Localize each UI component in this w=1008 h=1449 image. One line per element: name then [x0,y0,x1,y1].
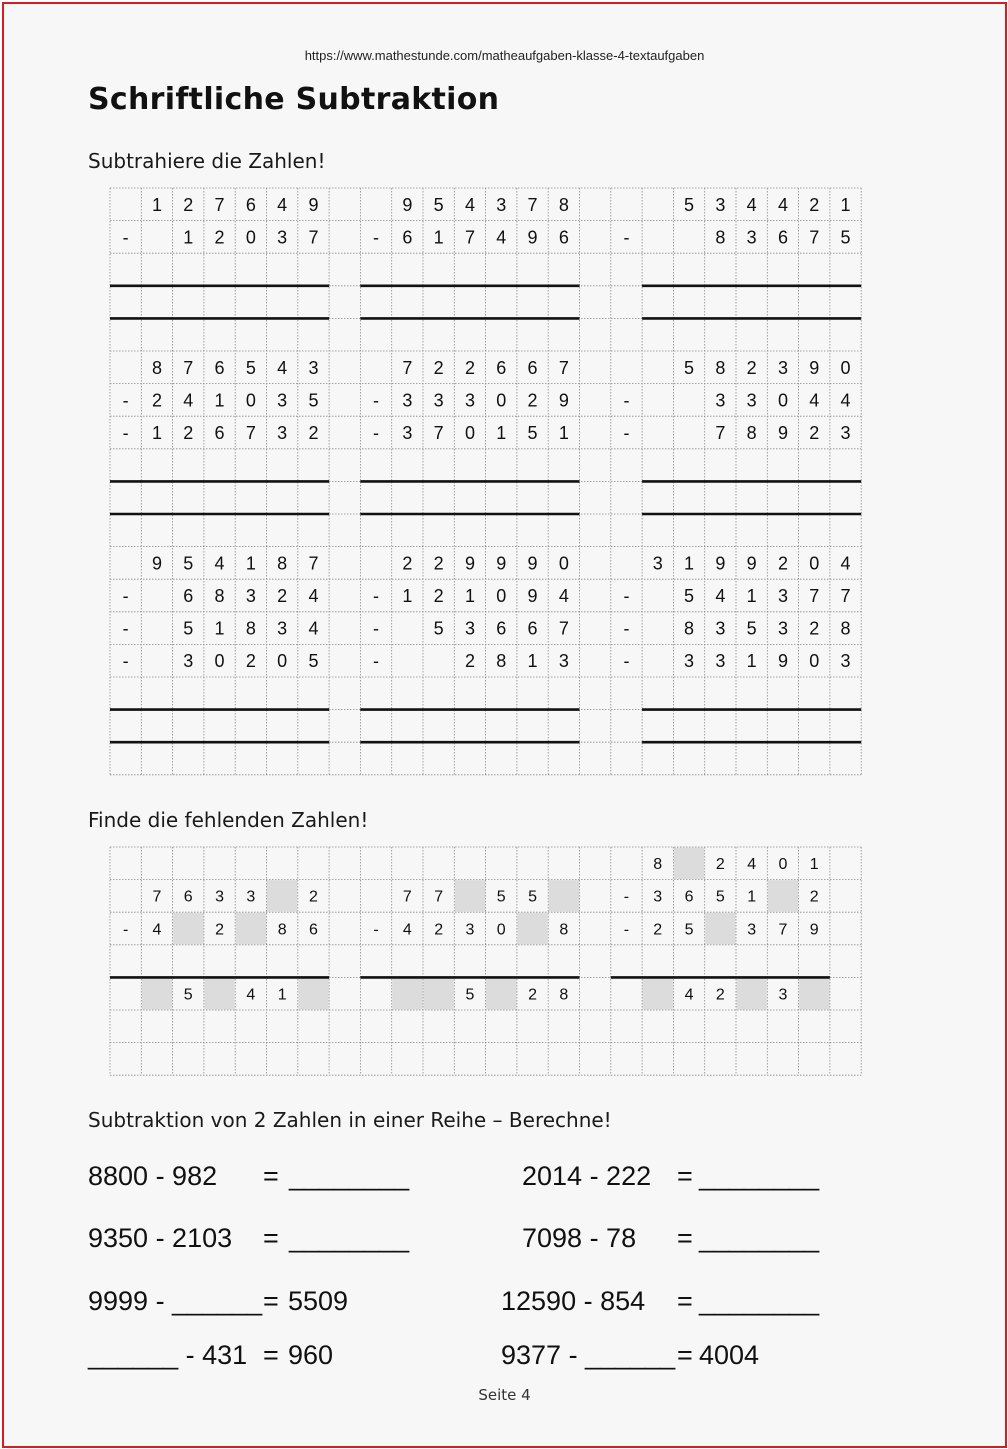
grid-digit: 0 [809,553,820,574]
grid-digit: 5 [684,357,695,378]
equation-8[interactable]: 9377 - ______ [501,1340,676,1370]
equation-8-equals: = [677,1340,693,1370]
grid-digit: 3 [840,651,851,672]
grid-digit: 1 [809,856,819,874]
grid-digit: - [373,422,380,443]
grid-digit: 1 [747,888,757,906]
grid-digit: 2 [777,553,788,574]
grid-digit: 7 [433,422,444,443]
grid-digit: 1 [746,585,757,606]
missing-digit-box [173,913,203,945]
grid-digit: - [122,651,129,672]
equation-7-equals: = [263,1340,279,1370]
grid-digit: 2 [433,585,444,606]
grid-digit: 0 [778,856,788,874]
grid-digit: 2 [183,422,194,443]
grid-digit: 3 [747,921,757,939]
grid-digit: 7 [152,888,162,906]
grid-digit: 1 [151,422,162,443]
grid-digit: 2 [715,856,725,874]
equation-4-equals: = [677,1223,693,1253]
grid-digit: 9 [527,227,538,248]
grid-digit: 8 [653,856,663,874]
grid-digit: - [623,422,630,443]
grid-digit: 3 [715,618,726,639]
grid-digit: 5 [840,227,851,248]
grid-digit: 5 [308,390,319,411]
grid-digit: 9 [496,553,507,574]
grid-digit: 5 [183,553,194,574]
grid-digit: 2 [653,921,663,939]
grid-digit: 0 [809,651,820,672]
grid-digit: 9 [777,651,788,672]
section-heading-subtract: Subtrahiere die Zahlen! [88,149,326,173]
grid-digit: 4 [809,390,820,411]
grid-digit: 6 [402,227,413,248]
grid-digit: 2 [809,618,820,639]
grid-digit: 8 [715,357,726,378]
grid-digit: 7 [715,422,726,443]
page-title: Schriftliche Subtraktion [88,82,500,117]
grid-digit: 3 [402,422,413,443]
grid-digit: 3 [653,888,663,906]
grid-digit: 5 [746,618,757,639]
grid-digit: 9 [527,585,538,606]
grid-digit: 5 [433,618,444,639]
grid-digit: 4 [558,585,569,606]
grid-digit: - [623,585,630,606]
grid-digit: 2 [527,390,538,411]
missing-digit-box [549,880,579,912]
equation-6: 12590 - 854 [501,1286,646,1316]
grid-digit: - [122,422,129,443]
grid-digit: 2 [151,390,162,411]
grid-digit: 2 [746,357,757,378]
grid-digit: 3 [277,227,288,248]
section-heading-row: Subtraktion von 2 Zahlen in einer Reihe – Berechne! [88,1108,612,1132]
grid-digit: 3 [778,986,788,1004]
grid-digit: 9 [464,553,475,574]
equation-2: 2014 - 222 [522,1161,652,1191]
missing-digit-box [267,880,297,912]
grid-digit: 6 [308,921,318,939]
equation-1-answer[interactable]: ________ [289,1161,410,1191]
grid-digit: 1 [496,422,507,443]
grid-digit: 8 [151,357,162,378]
grid-digit: 4 [402,921,412,939]
grid-digit: 4 [464,194,475,215]
missing-digit-box [204,978,234,1010]
grid-digit: - [623,921,630,939]
grid-digit: 3 [277,422,288,443]
grid-digit: 4 [246,986,256,1004]
grid-digit: 3 [183,651,194,672]
grid-digit: 2 [215,921,225,939]
grid-digit: 7 [558,357,569,378]
grid-digit: 4 [840,390,851,411]
grid-digit: 2 [809,888,819,906]
grid-digit: 2 [715,986,725,1004]
grid-digit: 1 [214,390,225,411]
grid-digit: 4 [777,194,788,215]
grid-digit: 8 [496,651,507,672]
grid-digit: 3 [684,651,695,672]
grid-digit: 3 [746,227,757,248]
grid-digit: 3 [840,422,851,443]
grid-digit: 8 [684,618,695,639]
grid-digit: 4 [152,921,162,939]
equation-5[interactable]: 9999 - ______ [88,1286,263,1316]
grid-digit: 2 [402,553,413,574]
equation-1 [88,1161,217,1192]
grid-digit: 1 [684,553,695,574]
grid-digit: 4 [183,390,194,411]
grid-digit: 1 [840,194,851,215]
grid-digit: 6 [527,618,538,639]
grid-digit: 8 [245,618,256,639]
grid-digit: 3 [715,390,726,411]
grid-digit: 4 [308,585,319,606]
grid-digit: 5 [183,618,194,639]
grid-digit: 3 [746,390,757,411]
grid-digit: 5 [465,986,475,1004]
grid-digit: 8 [558,194,569,215]
grid-digit: 9 [809,357,820,378]
grid-digit: 2 [214,227,225,248]
grid-digit: 2 [809,422,820,443]
missing-digit-box [142,978,172,1010]
grid-digit: 3 [246,888,256,906]
grid-digit: 7 [402,357,413,378]
missing-digit-box [643,978,673,1010]
equation-7-result: 960 [288,1340,334,1370]
grid-digit: 7 [308,553,319,574]
grid-digit: 7 [402,888,412,906]
missing-digit-box [455,880,485,912]
grid-digit: - [122,921,129,939]
grid-digit: 2 [809,194,820,215]
grid-digit: - [623,390,630,411]
grid-digit: - [623,651,630,672]
grid-digit: 3 [715,651,726,672]
grid-digit: 6 [777,227,788,248]
grid-digit: 5 [433,194,444,215]
grid-digit: 5 [245,357,256,378]
grid-digit: 1 [402,585,413,606]
grid-digit: - [373,585,380,606]
equation-3: 9350 - 2103 [88,1223,233,1253]
grid-digit: 1 [433,227,444,248]
grid-digit: 1 [527,651,538,672]
grid-digit: 3 [777,585,788,606]
grid-digit: 3 [777,618,788,639]
grid-digit: 2 [434,921,444,939]
grid-digit: - [373,227,380,248]
grid-digit: 5 [684,194,695,215]
grid-digit: 7 [527,194,538,215]
grid-digit: 4 [277,357,288,378]
grid-digit: 2 [183,194,194,215]
grid-digit: 6 [527,357,538,378]
grid-digit: - [623,618,630,639]
grid-digit: 8 [277,553,288,574]
grid-digit: 5 [684,921,694,939]
grid-digit: 7 [214,194,225,215]
grid-digit: 8 [559,921,569,939]
grid-digit: 7 [778,921,788,939]
equation-5-result: 5509 [288,1286,349,1316]
grid-digit: 0 [245,227,256,248]
grid-digit: 5 [527,422,538,443]
equation-4: 7098 - 78 [522,1223,637,1253]
missing-digit-box [705,913,735,945]
grid-digit: 1 [277,986,287,1004]
grid-digit: 2 [308,888,318,906]
equation-1-equals: = [263,1161,279,1191]
grid-digit: 2 [308,422,319,443]
equation-lhs: 8800 - 982 [88,1161,218,1191]
grid-digit: 2 [277,585,288,606]
equation-4-answer[interactable]: ________ [699,1223,820,1253]
grid-digit: 8 [277,921,287,939]
grid-digit: 2 [433,553,444,574]
grid-digit: 9 [402,194,413,215]
grid-digit: 9 [151,553,162,574]
grid-digit: 4 [715,585,726,606]
grid-digit: 0 [777,390,788,411]
grid-digit: 3 [715,194,726,215]
grid-digit: 5 [684,585,695,606]
grid-digit: 2 [245,651,256,672]
grid-digit: 6 [558,227,569,248]
grid-digit: 5 [528,888,538,906]
grid-digit: 6 [496,618,507,639]
grid-digit: 9 [746,553,757,574]
grid-digit: 4 [684,986,694,1004]
grid-digit: 3 [277,390,288,411]
grid-digit: 9 [715,553,726,574]
grid-digit: 2 [528,986,538,1004]
grid-digit: 9 [777,422,788,443]
grid-digit: 6 [183,888,193,906]
grid-digit: - [122,618,129,639]
missing-digit-box [737,978,767,1010]
grid-digit: 6 [214,422,225,443]
grid-digit: 9 [558,390,569,411]
missing-digit-box [768,880,798,912]
grid-digit: 4 [496,227,507,248]
grid-digit: 8 [214,585,225,606]
grid-digit: 1 [245,553,256,574]
missing-digit-box [298,978,328,1010]
grid-digit: 0 [214,651,225,672]
grid-digit: 8 [840,618,851,639]
grid-digit: 6 [214,357,225,378]
equation-5-equals: = [263,1286,279,1316]
missing-digit-box [424,978,454,1010]
grid-digit: 1 [464,585,475,606]
grid-digit: 7 [245,422,256,443]
grid-digit: 2 [464,357,475,378]
grid-digit: 0 [840,357,851,378]
grid-digit: 3 [777,357,788,378]
equation-8-result: 4004 [699,1340,760,1370]
grid-digit: 8 [559,986,569,1004]
grid-digit: 7 [809,227,820,248]
grid-digit: 3 [464,390,475,411]
grid-digit: 3 [245,585,256,606]
grid-digit: 3 [464,618,475,639]
missing-digit-box [799,978,829,1010]
grid-digit: 6 [183,585,194,606]
grid-digit: - [373,390,380,411]
page-number: Seite 4 [478,1386,531,1404]
grid-digit: - [623,888,630,906]
grid-digit: 0 [558,553,569,574]
grid-digit: 6 [245,194,256,215]
equation-7[interactable]: ______ - 431 [88,1340,248,1370]
grid-digit: 1 [746,651,757,672]
source-url: https://www.mathestunde.com/matheaufgaben-klasse-4-textaufgaben [304,48,705,63]
grid-digit: 4 [746,194,757,215]
grid-digit: 8 [715,227,726,248]
grid-digit: 3 [215,888,225,906]
grid-digit: 3 [402,390,413,411]
grid-digit: 2 [464,651,475,672]
grid-digit: 3 [308,357,319,378]
grid-digit: 0 [496,921,506,939]
grid-digit: 3 [652,553,663,574]
grid-digit: 7 [183,357,194,378]
grid-digit: 1 [183,227,194,248]
missing-digit-box [486,978,516,1010]
grid-digit: 7 [464,227,475,248]
equation-6-equals: = [677,1286,693,1316]
grid-digit: 1 [558,422,569,443]
section-heading-missing: Finde die fehlenden Zahlen! [88,808,369,832]
grid-digit: 3 [277,618,288,639]
grid-digit: 3 [558,651,569,672]
missing-digit-box [236,913,266,945]
grid-digit: 6 [496,357,507,378]
grid-digit: - [373,651,380,672]
worksheet-page [2,2,1007,1448]
grid-digit: 9 [527,553,538,574]
grid-digit: - [122,227,129,248]
equation-2-equals: = [677,1161,693,1191]
grid-digit: 9 [308,194,319,215]
grid-digit: 7 [809,585,820,606]
equation-2-answer[interactable]: ________ [699,1161,820,1191]
grid-digit: 5 [496,888,506,906]
equation-6-answer[interactable]: ________ [699,1286,820,1316]
grid-digit: 5 [308,651,319,672]
grid-digit: 1 [151,194,162,215]
grid-digit: - [623,227,630,248]
grid-digit: 4 [840,553,851,574]
grid-digit: 7 [840,585,851,606]
grid-digit: 5 [183,986,193,1004]
grid-digit: 3 [433,390,444,411]
grid-digit: - [373,618,380,639]
grid-digit: 0 [464,422,475,443]
grid-digit: 2 [433,357,444,378]
grid-digit: 3 [465,921,475,939]
grid-digit: 6 [684,888,694,906]
grid-digit: 0 [496,390,507,411]
grid-digit: 3 [496,194,507,215]
grid-digit: 7 [434,888,444,906]
grid-digit: 8 [746,422,757,443]
grid-digit: - [122,585,129,606]
grid-digit: 4 [277,194,288,215]
grid-digit: - [373,921,379,939]
equation-3-answer[interactable]: ________ [289,1223,410,1253]
missing-digit-box [392,978,422,1010]
grid-digit: 0 [496,585,507,606]
grid-digit: 0 [277,651,288,672]
grid-digit: 4 [308,618,319,639]
missing-digit-box [674,848,704,880]
grid-digit: 1 [214,618,225,639]
grid-digit: 7 [308,227,319,248]
grid-digit: 5 [715,888,725,906]
missing-digit-box [517,913,547,945]
grid-digit: 4 [214,553,225,574]
grid-digit: 9 [809,921,819,939]
equation-3-equals: = [263,1223,279,1253]
grid-digit: - [122,390,129,411]
grid-digit: 4 [747,856,757,874]
grid-digit: 0 [245,390,256,411]
grid-digit: 7 [558,618,569,639]
